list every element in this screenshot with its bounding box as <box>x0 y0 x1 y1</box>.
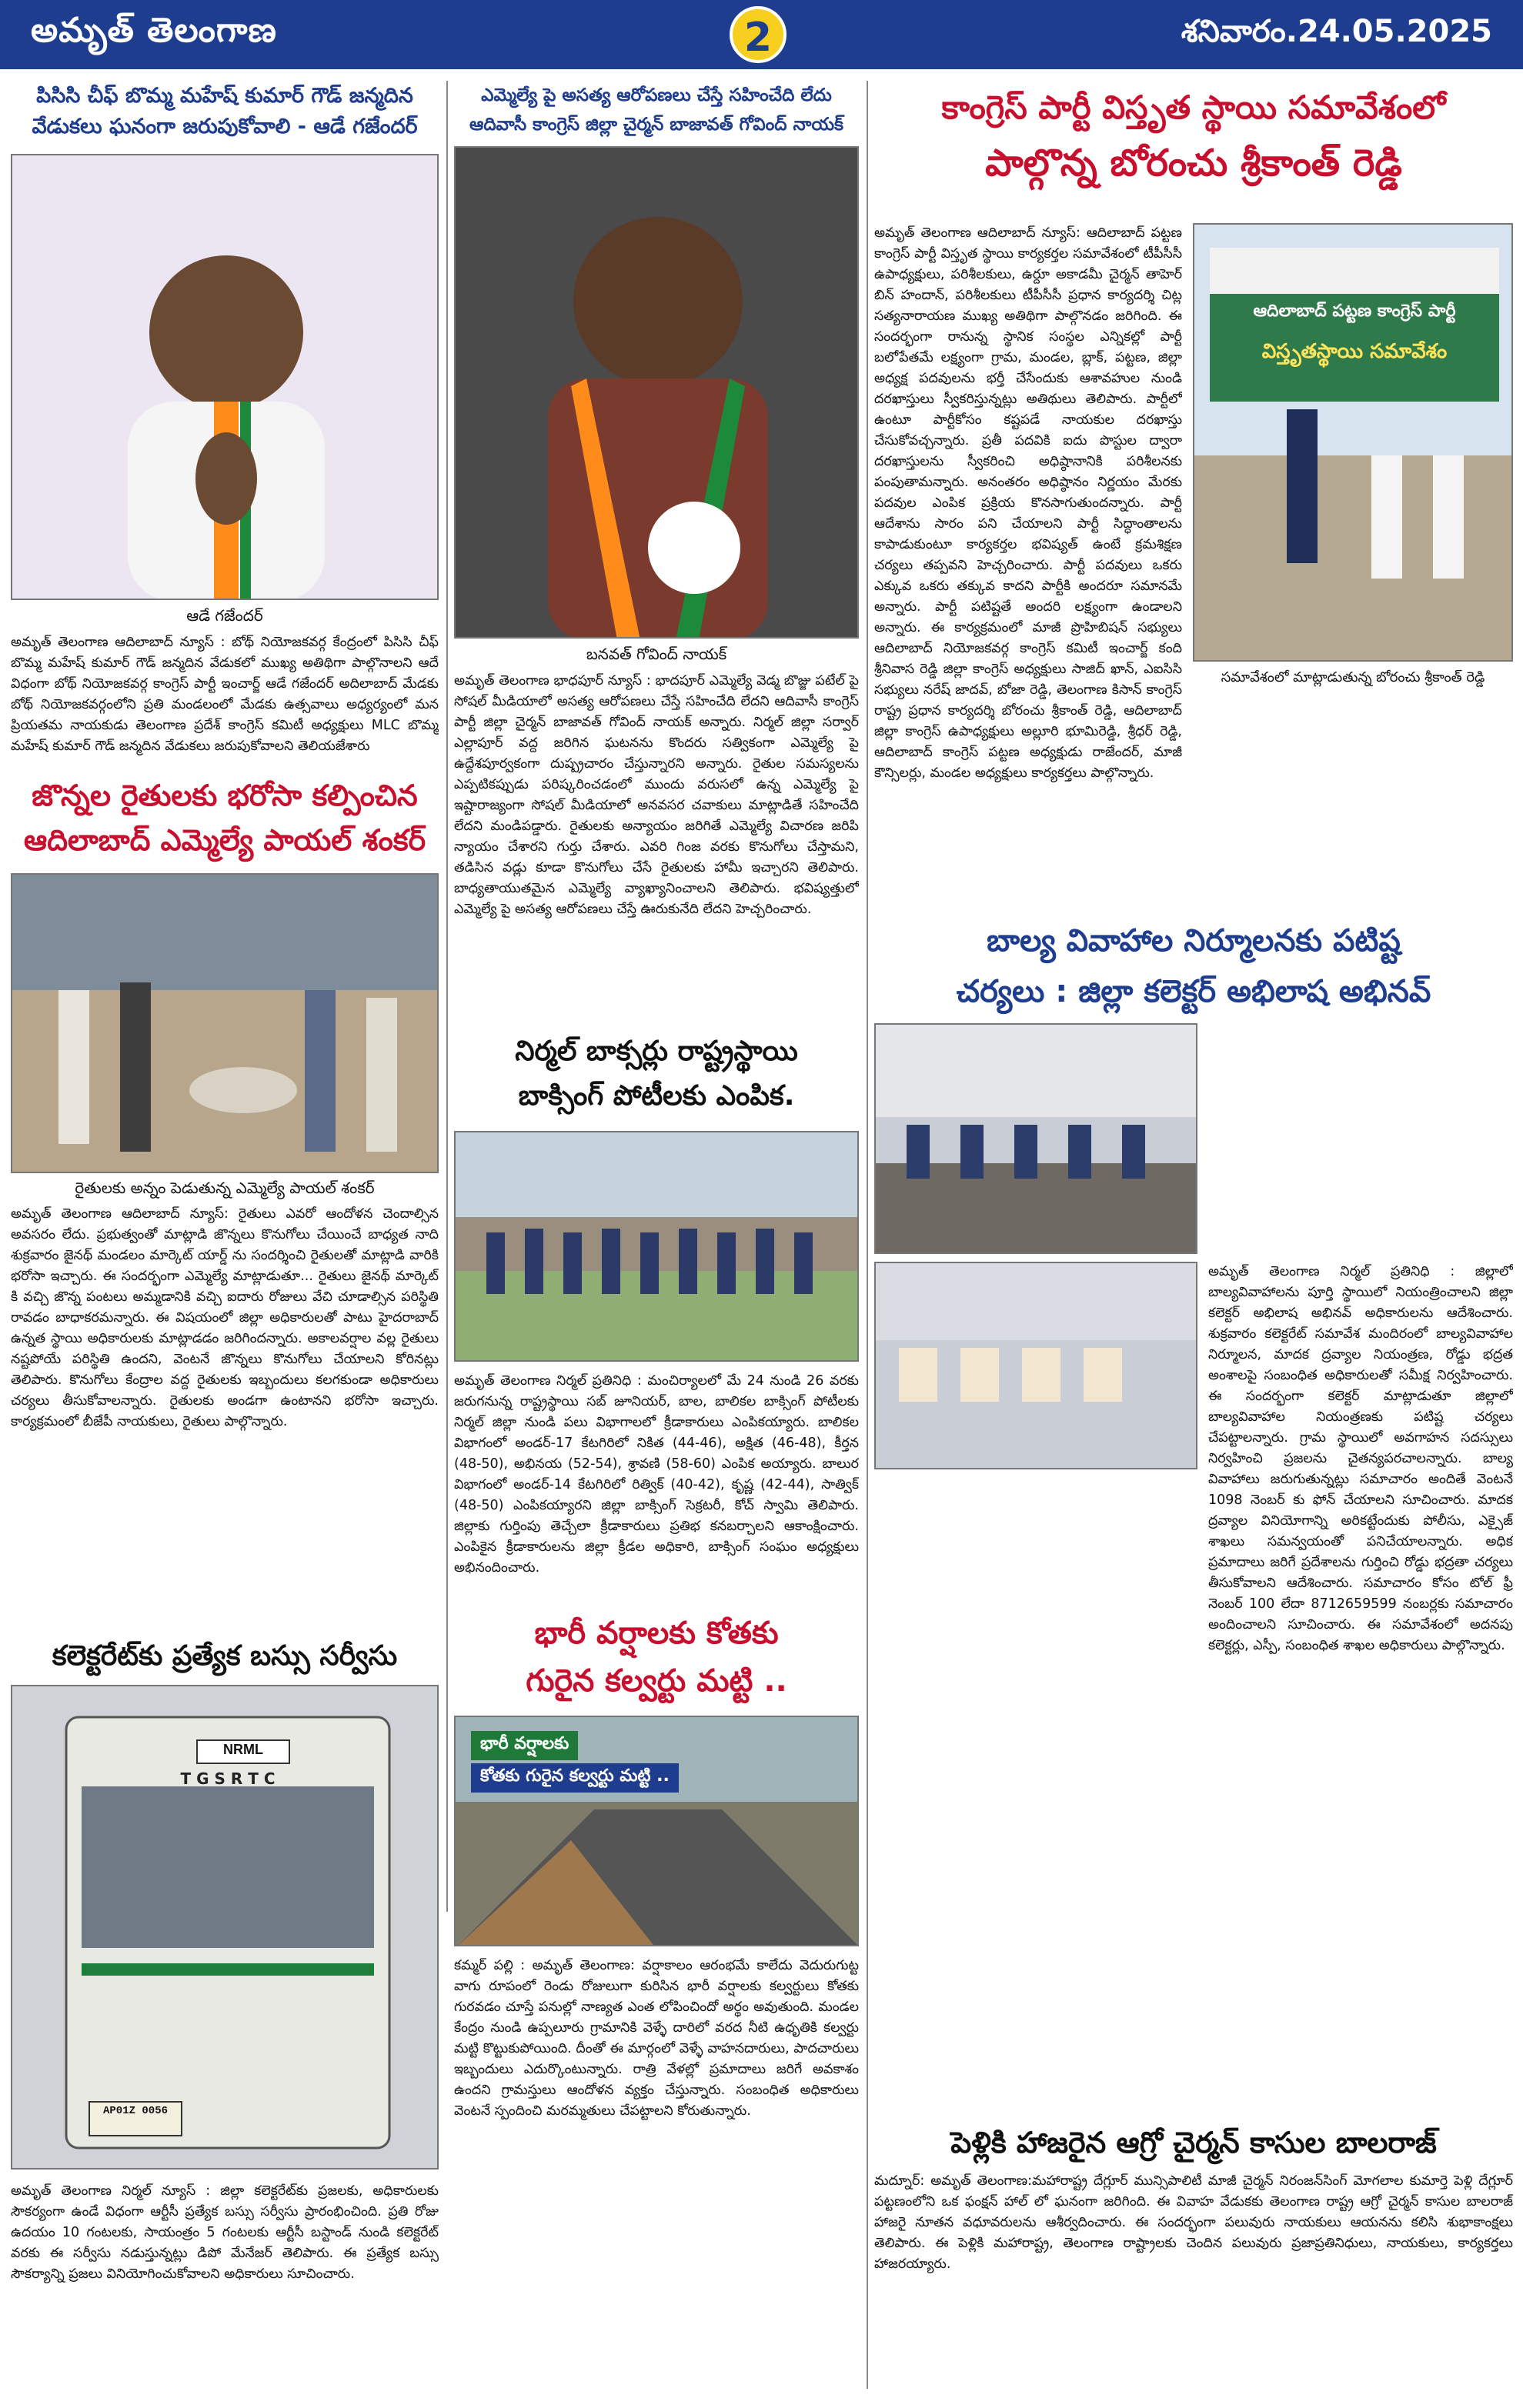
headline-line: బాల్య వివాహాల నిర్మూలనకు పటిష్ట <box>987 923 1401 959</box>
article-body: అమృత్ తెలంగాణ నిర్మల్ ప్రతినిధి : మంచిర్యాలలో మే 24 నుండి 26 వరకు జరుగనున్న రాష్ట్రస్థాయి సబ్ జూనియర్, బాల, బాలికల బాక్సింగ్ పోటీలకు నిర్మల్ జిల్లా నుండి పలు విభాగాలలో క్రీడాకారులు ఎంపికయ్యారు. బాలికల విభాగంలో అండర్-17 కేటగిరిలో నికిత (44-46), అక్షిత (46-48), కీర్తన (48-50), అభినయ (52-54), శ్రావణి (58-60) ఎంపిక అయ్యారు. బాలుర విభాగంలో అండర్-14 కేటగిరిలో రిత్విక్ (40-42), కృష్ణ (42-44), సాత్విక్ (48-50) ఎంపికయ్యారని జిల్లా బాక్సింగ్ సెక్రటరీ, కోచ్ స్వామి తెలిపారు. జిల్లాకు గుర్తింపు తెచ్చేలా క్రీడాకారులు ప్రతిభ కనబర్చాలని ఆకాంక్షించారు. ఎంపికైన క్రీడాకారులను జిల్లా క్రీడల అధికారి, బాక్సింగ్ సంఘం అధ్యక్షులు అభినందించారు. <box>454 1373 859 1576</box>
banner-text: విస్తృతస్థాయి సమావేశం <box>1261 340 1448 363</box>
bus-illustration <box>12 1686 439 2170</box>
photo-overlay-label: భారీ వర్షాలకు <box>471 1731 578 1760</box>
headline-line: జొన్నల రైతులకు భరోసా కల్పించిన <box>32 779 418 812</box>
photo-caption: రైతులకు అన్నం పెడుతున్న ఎమ్మెల్యే పాయల్ శంకర్ <box>75 1179 375 1197</box>
bus-logo: T G S R T C <box>180 1769 276 1788</box>
photo-collector-meeting-1 <box>874 1023 1197 1254</box>
photo-boxing-team <box>454 1131 859 1362</box>
bus-number-plate: AP01Z 0056 <box>102 2105 168 2117</box>
team-illustration <box>456 1132 859 1362</box>
photo-caption: ఆడే గజేందర్ <box>186 606 263 625</box>
issue-date: శనివారం.24.05.2025 <box>1181 14 1492 49</box>
meeting-illustration <box>1194 225 1513 662</box>
article-congress-meeting <box>874 81 1513 192</box>
headline-line: ఆదివాసీ కాంగ్రెస్ జిల్లా చైర్మన్ బాజావత్ గోవింద్ నాయక్ <box>469 115 844 135</box>
poster-release-illustration <box>876 1263 1197 1469</box>
article-body: అమృత్ తెలంగాణ భాధపూర్ న్యూస్ : భాదపూర్ ఎమ్మెల్యే వెడ్మ బొజ్జు పటేల్ పై సోషల్ మీడియాలో అసత్య ఆరోపణలు చేస్తే సహించేది లేదని ఆదివాసీ కాంగ్రెస్ పార్టీ జిల్లా చైర్మన్ బాజావత్ గోవింద్ నాయక్ అన్నారు. నిర్మల్ జిల్లా సర్వార్ ఎల్లాపూర్ వద్ద జరిగిన ఘటనను కొందరు సత్వికంగా ఎమ్మెల్యే పై ఉద్దేశపూర్వకంగా దుష్ప్రచారం చేస్తున్నారని అన్నారు. రైతుల సమస్యలను ఎప్పటికప్పుడు పరిష్కరించడంలో ముందు వరుసలో ఉన్న ఎమ్మెల్యే పై ఇష్టారాజ్యంగా సోషల్ మీడియాలో అనవసర చవాకులు మాట్లాడితే సహించేది లేదని మండిపడ్డారు. రైతులకు అన్యాయం జరిగితే ఎమ్మెల్యే విచారణ జరిపి న్యాయం చేశారని గుర్తు చేశారు. ఎవరి గింజ వరకు కొనుగోలు చేస్తామని, తడిసిన వడ్లు కూడా కొనుగోలు చేసే రైతులకు హామీ ఇచ్చారని తెలిపారు. బాధ్యతాయుతమైన ఎమ్మెల్యే వ్యాఖ్యానించాలని తెలిపారు. భవిష్యత్తులో ఎమ్మెల్యే పై అసత్య ఆరోపణలు చేస్తే ఊరుకునేది లేదని హెచ్చరించారు. <box>454 673 859 917</box>
headline-line: గురైన కల్వర్టు మట్టి .. <box>526 1663 787 1699</box>
column-divider <box>867 81 868 2389</box>
photo-rtc-bus <box>11 1685 439 2170</box>
photo-ade-gajender <box>11 154 439 600</box>
photo-damaged-culvert <box>454 1716 859 1946</box>
article-body: అమృత్ తెలంగాణ నిర్మల్ ప్రతినిధి : జిల్లాలో బాల్యవివాహాలను పూర్తి స్థాయిలో నియంత్రించాలని జిల్లా కలెక్టర్ అభిలాష అభినవ్ అధికారులను ఆదేశించారు. శుక్రవారం కలెక్టరేట్ సమావేశ మందిరంలో బాల్యవివాహాల నిర్మూలన, మాదక ద్రవ్యాల నియంత్రణ, రోడ్డు భద్రత అంశాలపై సంబంధిత అధికారులతో సమీక్ష నిర్వహించారు. ఈ సందర్భంగా కలెక్టర్ మాట్లాడుతూ జిల్లాలో బాల్యవివాహాల నియంత్రణకు పటిష్ట చర్యలు చేపట్టాలన్నారు. గ్రామ స్థాయిలో అవగాహన సదస్సులు నిర్వహించి ప్రజలను చైతన్యపరచాలన్నారు. బాల్య వివాహాలు జరుగుతున్నట్లు సమాచారం అందితే వెంటనే 1098 నెంబర్ కు ఫోన్ చేయాలని సూచించారు. మాదక ద్రవ్యాల వినియోగాన్ని అరికట్టేందుకు పోలీసు, ఎక్సైజ్ శాఖలు సమన్వయంతో పనిచేయాలన్నారు. అధిక ప్రమాదాలు జరిగే ప్రదేశాలను గుర్తించి రోడ్డు భద్రతా చర్యలు తీసుకోవాలని ఆదేశించారు. సమాచారం కోసం టోల్ ఫ్రీ నెంబర్ 100 లేదా 8712659599 నంబర్లకు సమాచారం అందించాలని సూచించారు. ఈ సమావేశంలో అదనపు కలెక్టర్లు, ఎస్పీ, సంబంధిత శాఖల అధికారులు పాల్గొన్నారు. <box>1208 1264 1513 1653</box>
photo-collector-meeting-2 <box>874 1262 1197 1469</box>
headline: కలెక్టరేట్‌కు ప్రత్యేక బస్సు సర్వీసు <box>52 1640 398 1672</box>
article-body: అమృత్ తెలంగాణ ఆదిలాబాద్ న్యూస్: ఆదిలాబాద్ పట్టణ కాంగ్రెస్ పార్టీ విస్తృత స్థాయి కార్యకర్తల సమావేశంలో టీపీసీసీ ఉపాధ్యక్షులు, పరిశీలకులు, ఉర్దూ అకాడమీ చైర్మన్ తాహెర్ బిన్ హందాన్, పరిశీలకులు టీపీసీసీ ప్రధాన కార్యదర్శి చిట్ల సత్యనారాయణ ముఖ్య అతిథిగా పాల్గొనడం జరిగింది. ఈ సందర్భంగా రానున్న స్థానిక సంస్థల ఎన్నికల్లో పార్టీ బలోపేతమే లక్ష్యంగా గ్రామ, మండల, బ్లాక్, పట్టణ, జిల్లా అధ్యక్ష పదవులను భర్తీ చేసేందుకు ఆశావహుల నుండి దరఖాస్తులు స్వీకరిస్తున్నట్లు అతిథులు తెలిపారు. పార్టీలో ఉంటూ పార్టీకోసం కష్టపడే నాయకుల దరఖాస్తు చేసుకోవచ్చన్నారు. ప్రతీ పదవికి ఐదు పొస్టుల ద్వారా దరఖాస్తులను స్వీకరించి అధిష్ఠానానికి పరిశీలనకు పంపుతామన్నారు. అనంతరం అధిష్ఠానం నిర్ణయం మేరకు పదవుల ఎంపిక ప్రక్రియ కొనసాగుతుందన్నారు. పార్టీ ఆదేశాను సారం పని చేయాలని పార్టీ సిద్ధాంతాలను కాపాడుకుంటూ కార్యకర్తల భవిష్యత్ ఉంటే క్రమశిక్షణ చర్యలు తప్పవని హెచ్చరించారు. పార్టీ పదవులు ఒకరు ఎక్కువ ఒకరు తక్కువ కాదని పార్టీకి అందరూ సమానమే అన్నారు. పార్టీ పటిష్టతే అందరి లక్ష్యంగా ఉండాలని అన్నారు. ఈ కార్యక్రమంలో మాజీ ప్రొహిబిషన్ సభ్యులు ఆదిలాబాద్ నియోజకవర్గ కాంగ్రెస్ కమిటీ ఇంచార్జ్ కంది శ్రీనివాస రెడ్డి జిల్లా కాంగ్రెస్ అధ్యక్షులు సాజిద్ ఖాన్, ఎఐసిసి సభ్యులు నరేష్ జాదవ్, బోజా రెడ్డి, తెలంగాణ కిసాన్ కాంగ్రెస్ రాష్ట్ర ప్రధాన కార్యదర్శి బోరంచు శ్రీకాంత్ రెడ్డి, ఆదిలాబాద్ జిల్లా కాంగ్రెస్ ఉపాధ్యక్షులు అల్లూరి భూమిరెడ్డి, శ్రీధర్ రెడ్డి, ఆదిలాబాద్ కాంగ్రెస్ పట్టణ అధ్యక్షుడు రాజేందర్, మాజీ కౌన్సిలర్లు, మండల అధ్యక్షులు కార్యకర్తలు పాల్గొన్నారు. <box>874 225 1182 781</box>
article-jowar-farmers <box>11 773 439 862</box>
portrait-illustration <box>456 148 859 639</box>
article-allegations <box>454 81 859 139</box>
headline-line: పాల్గొన్న బోరంచు శ్రీకాంత్ రెడ్డి <box>985 142 1402 185</box>
banner-text: ఆదిలాబాద్ పట్టణ కాంగ్రెస్ పార్టీ <box>1253 302 1456 321</box>
headline-line: కాంగ్రెస్ పార్టీ విస్తృత స్థాయి సమావేశంలో <box>941 88 1446 126</box>
photo-caption: సమావేశంలో మాట్లాడుతున్న బోరంచు శ్రీకాంత్ రెడ్డి <box>1221 669 1485 685</box>
bus-destination-board: NRML <box>223 1742 263 1757</box>
article-body: మద్నూర్: అమృత్ తెలంగాణ:మహారాష్ట్ర దేగ్లూర్ మున్సిపాలిటీ మాజీ చైర్మన్ నిరంజన్‌సింగ్ మోగలాల కుమార్తె పెళ్లి దేగ్లూర్ పట్టణంలోని ఒక ఫంక్షన్ హాల్ లో ఘనంగా జరిగింది. ఈ వివాహ వేడుకకు తెలంగాణ రాష్ట్ర ఆగ్రో చైర్మన్ కాసుల బాలరాజ్ హాజరై నూతన వధూవరులను ఆశీర్వదించారు. ఈ సందర్భంగా పలువురు నాయకులు ఆయనను కలిసి శుభాకాంక్షలు తెలిపారు. ఈ పెళ్లికి మహారాష్ట్ర, తెలంగాణ రాష్ట్రాలకు చెందిన పలువురు ప్రజాప్రతినిధులు, నాయకులు, కార్యకర్తలు హాజరయ్యారు. <box>874 2173 1513 2272</box>
page-number-badge: 2 <box>730 6 787 63</box>
article-culvert <box>454 1609 859 1705</box>
headline-line: భారీ వర్షాలకు కోతకు <box>534 1616 779 1651</box>
article-body: కమ్మర్ పల్లి : అమృత్ తెలంగాణ: వర్షాకాలం ఆరంభమే కాలేదు వెదురుగుట్ట వాగు రూపంలో రెండు రోజులుగా కురిసిన భారీ వర్షాలకు కల్వర్టులు కోతకు గురవడం చూస్తే పనుల్లో నాణ్యత ఎంత లోపించిందో అర్థం అవుతుంది. మండల కేంద్రం నుండి ఉప్పలూరు గ్రామానికి వెళ్ళే దారిలో వరద నీటి ఉధృతికి కల్వర్టు మట్టి కొట్టుకుపోయింది. దీంతో ఈ మార్గంలో వెళ్ళే వాహనదారులు, పాదచారులు ఇబ్బందులు ఎదుర్కొంటున్నారు. రాత్రి వేళల్లో ప్రమాదాలు జరిగే అవకాశం ఉందని గ్రామస్తులు ఆందోళన వ్యక్తం చేస్తున్నారు. సంబంధిత అధికారులు వెంటనే స్పందించి మరమ్మతులు చేపట్టాలని కోరుతున్నారు. <box>454 1958 859 2119</box>
headline: పెళ్లికి హాజరైన ఆగ్రో చైర్మన్ కాసుల బాలరాజ్ <box>950 2126 1437 2160</box>
photo-congress-meeting <box>1193 223 1513 662</box>
newspaper-name: అమృత్ తెలంగాణ <box>31 11 277 50</box>
headline-line: బాక్సింగ్ పోటీలకు ఎంపిక. <box>518 1080 795 1112</box>
column-divider <box>446 81 448 1912</box>
headline-line: ఆదిలాబాద్ ఎమ్మెల్యే పాయల్ శంకర్ <box>23 823 426 857</box>
photo-overlay-label: కోతకు గురైన కల్వర్టు మట్టి .. <box>471 1763 679 1793</box>
article-boxing <box>454 1029 859 1119</box>
article-birthday <box>11 81 439 142</box>
article-body: అమృత్ తెలంగాణ ఆదిలాబాద్ న్యూస్ : బోథ్ నియోజకవర్గ కేంద్రంలో పిసిసి చీఫ్ బొమ్మ మహేష్ కుమార్ గౌడ్ జన్మదిన వేడుకలో ముఖ్య అతిథిగా పాల్గొనాలని ఆదే విధంగా బోథ్ నియోజకవర్గ కాంగ్రెస్ పార్టీ ఇంచార్జ్ ఆడే గజేందర్ అదిలాబాద్ మేడకు బోథ్ నియోజకవర్గంలోని ప్రతి మండలంలో మేడకు ఉత్సవాలు అధ్యర్యంలో మన ప్రియతమ నాయకుడు తెలంగాణ ప్రదేశ్ కాంగ్రెస్ కమిటీ అధ్యక్షులు MLC బొమ్మ మహేష్ కుమార్ గౌడ్ జన్మదిన వేడుకలు జరుపుకోవాలని తెలియజేశారు <box>11 635 439 754</box>
hall-illustration <box>876 1025 1197 1254</box>
crowd-illustration <box>12 875 439 1173</box>
headline-line: ఎమ్మెల్యే పై అసత్య ఆరోపణలు చేస్తే సహించేది లేదు <box>481 85 832 105</box>
portrait-illustration <box>12 155 439 600</box>
masthead <box>0 0 1523 69</box>
headline-line: పిసిసి చీఫ్ బొమ్మ మహేష్ కుమార్ గౌడ్ జన్మదిన <box>36 84 413 108</box>
article-child-marriage <box>874 916 1513 1017</box>
headline-line: చర్యలు : జిల్లా కలెక్టర్ అభిలాష అభినవ్ <box>956 974 1431 1009</box>
headline-line: నిర్మల్ బాక్సర్లు రాష్ట్రస్థాయి <box>515 1036 798 1067</box>
photo-mla-serving-farmers <box>11 873 439 1173</box>
article-body: అమృత్ తెలంగాణ ఆదిలాబాద్ న్యూస్: రైతులు ఎవరో ఆందోళన చెందాల్సిన అవసరం లేదు. ప్రభుత్వంతో మాట్లాడి జొన్నలు కొనుగోలు చేయించే బాధ్యత నాది శుక్రవారం జైనథ్ మండలం మార్కెట్ యార్డ్ ను సందర్శించి రైతులతో మాట్లాడి వారికి భరోసా ఇచ్చారు. ఈ సందర్భంగా ఎమ్మెల్యే మాట్లాడుతూ... రైతులు జైనథ్ మార్కెట్ కి వచ్చి జొన్న పంటలు అమ్మడానికి వచ్చి ఐదారు రోజులు వేచి చూడాల్సిన పరిస్థితి రావడం బాధాకరమన్నారు. ఈ విషయంలో జిల్లా అధికారులతో పాటు హైదరాబాద్ ఉన్నత స్థాయి అధికారులకు మాట్లాడడం జరిగిందన్నారు. అకాలవర్షాల వల్ల రైతులు నష్టపోయే పరిస్థితి ఉందని, వెంటనే జొన్నలు కొనుగోలు చేయాలని కోరినట్లు తెలిపారు. కొనుగోలు కేంద్రాల వద్ద రైతులకు ఇబ్బందులు కలగకుండా అధికారులు చర్యలు తీసుకోవాలన్నారు. రైతులకు అండగా ఉంటానని భరోసా ఇచ్చారు. కార్యక్రమంలో బీజేపీ నాయకులు, రైతులు పాల్గొన్నారు. <box>11 1206 439 1429</box>
headline-line: వేడుకలు ఘనంగా జరుపుకోవాలి - ఆడే గజేందర్ <box>32 115 418 138</box>
article-body: అమృత్ తెలంగాణ నిర్మల్ న్యూస్ : జిల్లా కలెక్టరేట్‌కు ప్రజలకు, అధికారులకు సౌకర్యంగా ఉండే విధంగా ఆర్టీసీ ప్రత్యేక బస్సు సర్వీసు ప్రారంభించింది. ప్రతి రోజు ఉదయం 10 గంటలకు, సాయంత్రం 5 గంటలకు ఆర్టీసీ బస్టాండ్ నుండి కలెక్టరేట్ వరకు ఈ సర్వీసు నడుస్తున్నట్లు డిపో మేనేజర్ తెలిపారు. ఈ ప్రత్యేక బస్సు సౌకర్యాన్ని ప్రజలు వినియోగించుకోవాలని అధికారులు సూచించారు. <box>11 2183 439 2282</box>
photo-govind-nayak <box>454 146 859 639</box>
photo-caption: బనవత్ గోవింద్ నాయక్ <box>586 645 727 663</box>
